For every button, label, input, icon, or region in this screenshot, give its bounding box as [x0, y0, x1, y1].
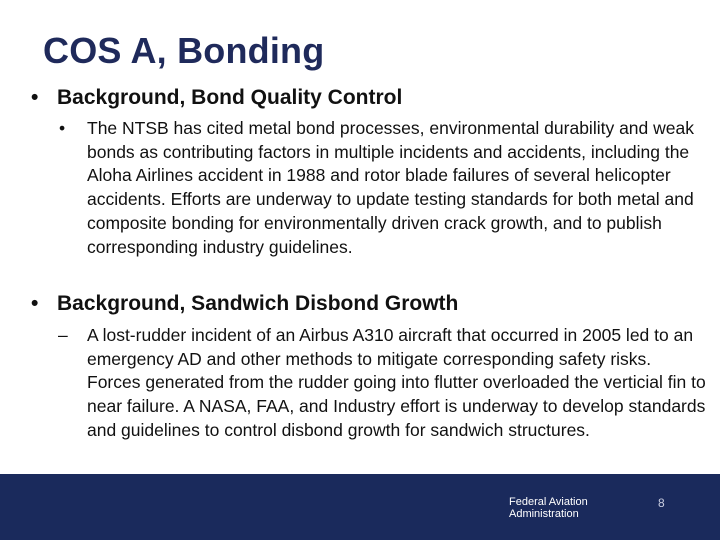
footer-org-line1: Federal Aviation — [509, 496, 588, 508]
section-body-text: A lost-rudder incident of an Airbus A310 aircraft that occurred in 2005 led to an emergency AD and other methods to mitigate corresponding safety risks. Forces generated from the rudder going into flutter overloaded the verticial fin to near failure. A NASA, FAA, and Industry effort is underway to develop standards and guidelines to control disbond growth for sandwich structures. — [87, 325, 706, 440]
section-body-bond-quality — [59, 117, 707, 259]
sub-bullet-marker: • — [59, 118, 66, 138]
section-body-sandwich-disbond — [58, 324, 707, 443]
footer-organization — [509, 496, 588, 520]
section-heading-sandwich-disbond — [31, 292, 458, 316]
sub-bullet-marker: – — [58, 325, 68, 345]
section-heading-text: Background, Sandwich Disbond Growth — [57, 292, 459, 315]
footer-bar — [0, 474, 720, 540]
footer-org-line2: Administration — [509, 508, 579, 520]
slide-title: COS A, Bonding — [43, 30, 325, 71]
bullet-marker: • — [31, 86, 39, 109]
section-body-text: The NTSB has cited metal bond processes, environmental durability and weak bonds as contributing factors in multiple incidents and accidents, including the Aloha Airlines accident in 1988 and rotor blade failures of several helicopter accidents. Efforts are underway to update testing standards for both metal and composite bonding for environmentally driven crack growth, and to publish corresponding industry guidelines. — [87, 118, 694, 257]
section-heading-bond-quality — [31, 86, 402, 110]
section-heading-text: Background, Bond Quality Control — [57, 86, 403, 109]
bullet-marker: • — [31, 292, 39, 315]
page-number: 8 — [658, 496, 665, 510]
